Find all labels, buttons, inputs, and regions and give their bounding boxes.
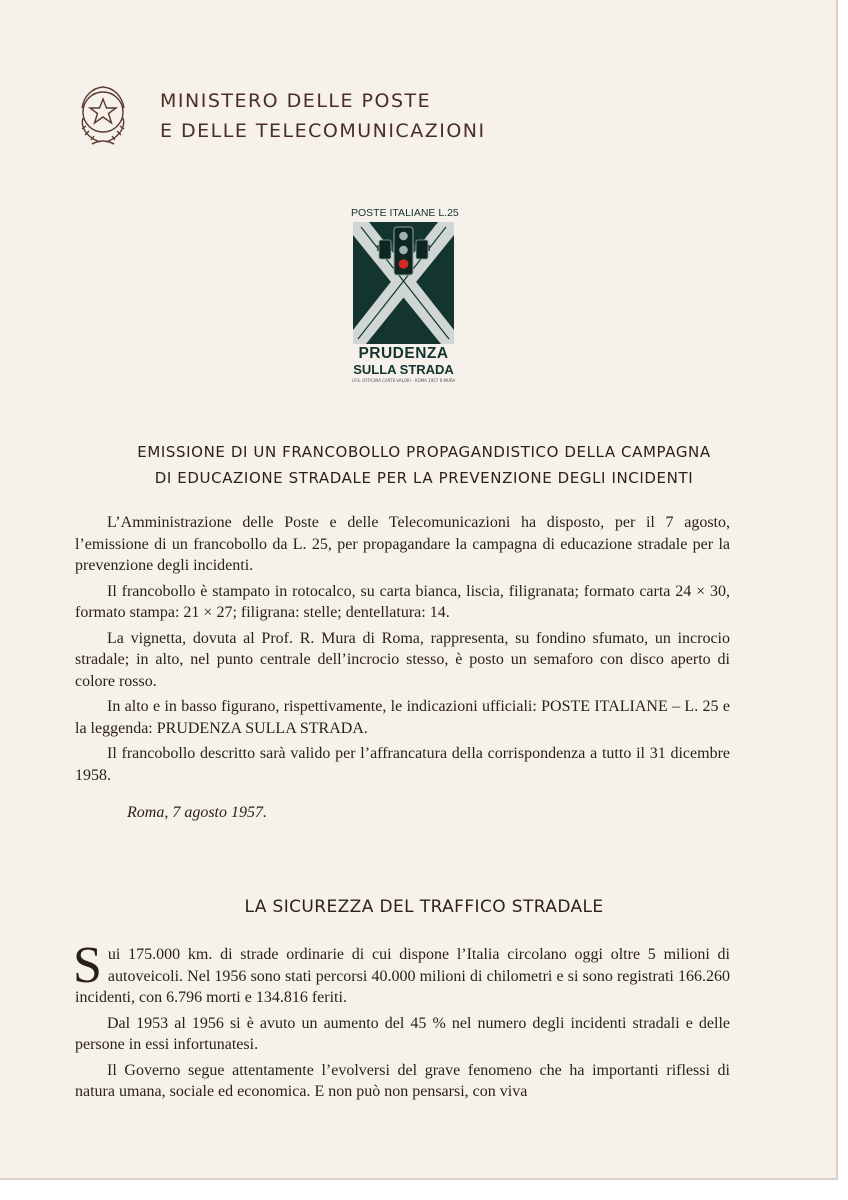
article-title: LA SICUREZZA DEL TRAFFICO STRADALE	[244, 897, 604, 917]
ministry-line-1: MINISTERO DELLE POSTE	[160, 90, 432, 112]
paragraph: Il Governo segue attentamente l’evolversi del grave fenomeno che ha importanti riflessi di natura umana, sociale ed economica. E non può non pensarsi, con viva	[75, 1061, 730, 1100]
paragraph	[73, 937, 730, 1009]
stamp-legend-line-1: PRUDENZA	[358, 345, 449, 362]
stamp-legend	[351, 345, 456, 377]
stamp-image	[351, 205, 459, 390]
stamp-imprint: I.P.S. OFFICINA CARTE-VALORI - ROMA 1957 R.MURA	[351, 378, 456, 383]
paragraph-text: ui 175.000 km. di strade ordinarie di cui dispone l’Italia circolano oggi oltre 5 milioni di autoveicoli. Nel 1956 sono stati percorsi 40.000 milioni di chilometri e si sono registrati 166.260 incidenti, con 6.796 morti e 134.816 feriti.	[75, 946, 730, 1006]
announcement-body	[75, 512, 730, 786]
stamp-legend-line-2: SULLA STRADA	[353, 362, 454, 377]
paragraph: La vignetta, dovuta al Prof. R. Mura di Roma, rappresenta, su fondino sfumato, un incrocio stradale; in alto, nel punto centrale dell’incrocio stesso, è posto un semaforo con disco aperto di colore rosso.	[75, 629, 730, 690]
ministry-line-2: E DELLE TELECOMUNICAZIONI	[160, 120, 486, 142]
paragraph: Il francobollo descritto sarà valido per l’affrancatura della corrispondenza a tutto il 31 dicembre 1958.	[75, 745, 730, 784]
announcement-heading-line-1: EMISSIONE DI UN FRANCOBOLLO PROPAGANDISTICO DELLA CAMPAGNA	[137, 443, 711, 461]
ministry-header	[160, 86, 486, 146]
article-body	[73, 937, 730, 1103]
paragraph: Il francobollo è stampato in rotocalco, su carta bianca, liscia, filigranata; formato carta 24 × 30, formato stampa: 21 × 27; filigrana: stelle; dentellatura: 14.	[75, 582, 730, 621]
date-line: Roma, 7 agosto 1957.	[127, 804, 267, 821]
italian-republic-emblem-icon	[74, 82, 132, 148]
stamp-top-text: POSTE ITALIANE L.25	[351, 207, 459, 219]
announcement-heading-line-2: DI EDUCAZIONE STRADALE PER LA PREVENZIONE DEGLI INCIDENTI	[154, 469, 694, 487]
drop-cap: S	[73, 937, 102, 994]
paragraph: Dal 1953 al 1956 si è avuto un aumento del 45 % nel numero degli incidenti stradali e delle persone in essi infortunatesi.	[75, 1014, 730, 1053]
paragraph: In alto e in basso figurano, rispettivamente, le indicazioni ufficiali: POSTE ITALIANE – L. 25 e la leggenda: PRUDENZA SULLA STRADA.	[75, 698, 730, 737]
paragraph: L’Amministrazione delle Poste e delle Telecomunicazioni ha disposto, per il 7 agosto, l’emissione di un francobollo da L. 25, per propagandare la campagna di educazione stradale per la prevenzione degli incidenti.	[75, 514, 730, 574]
